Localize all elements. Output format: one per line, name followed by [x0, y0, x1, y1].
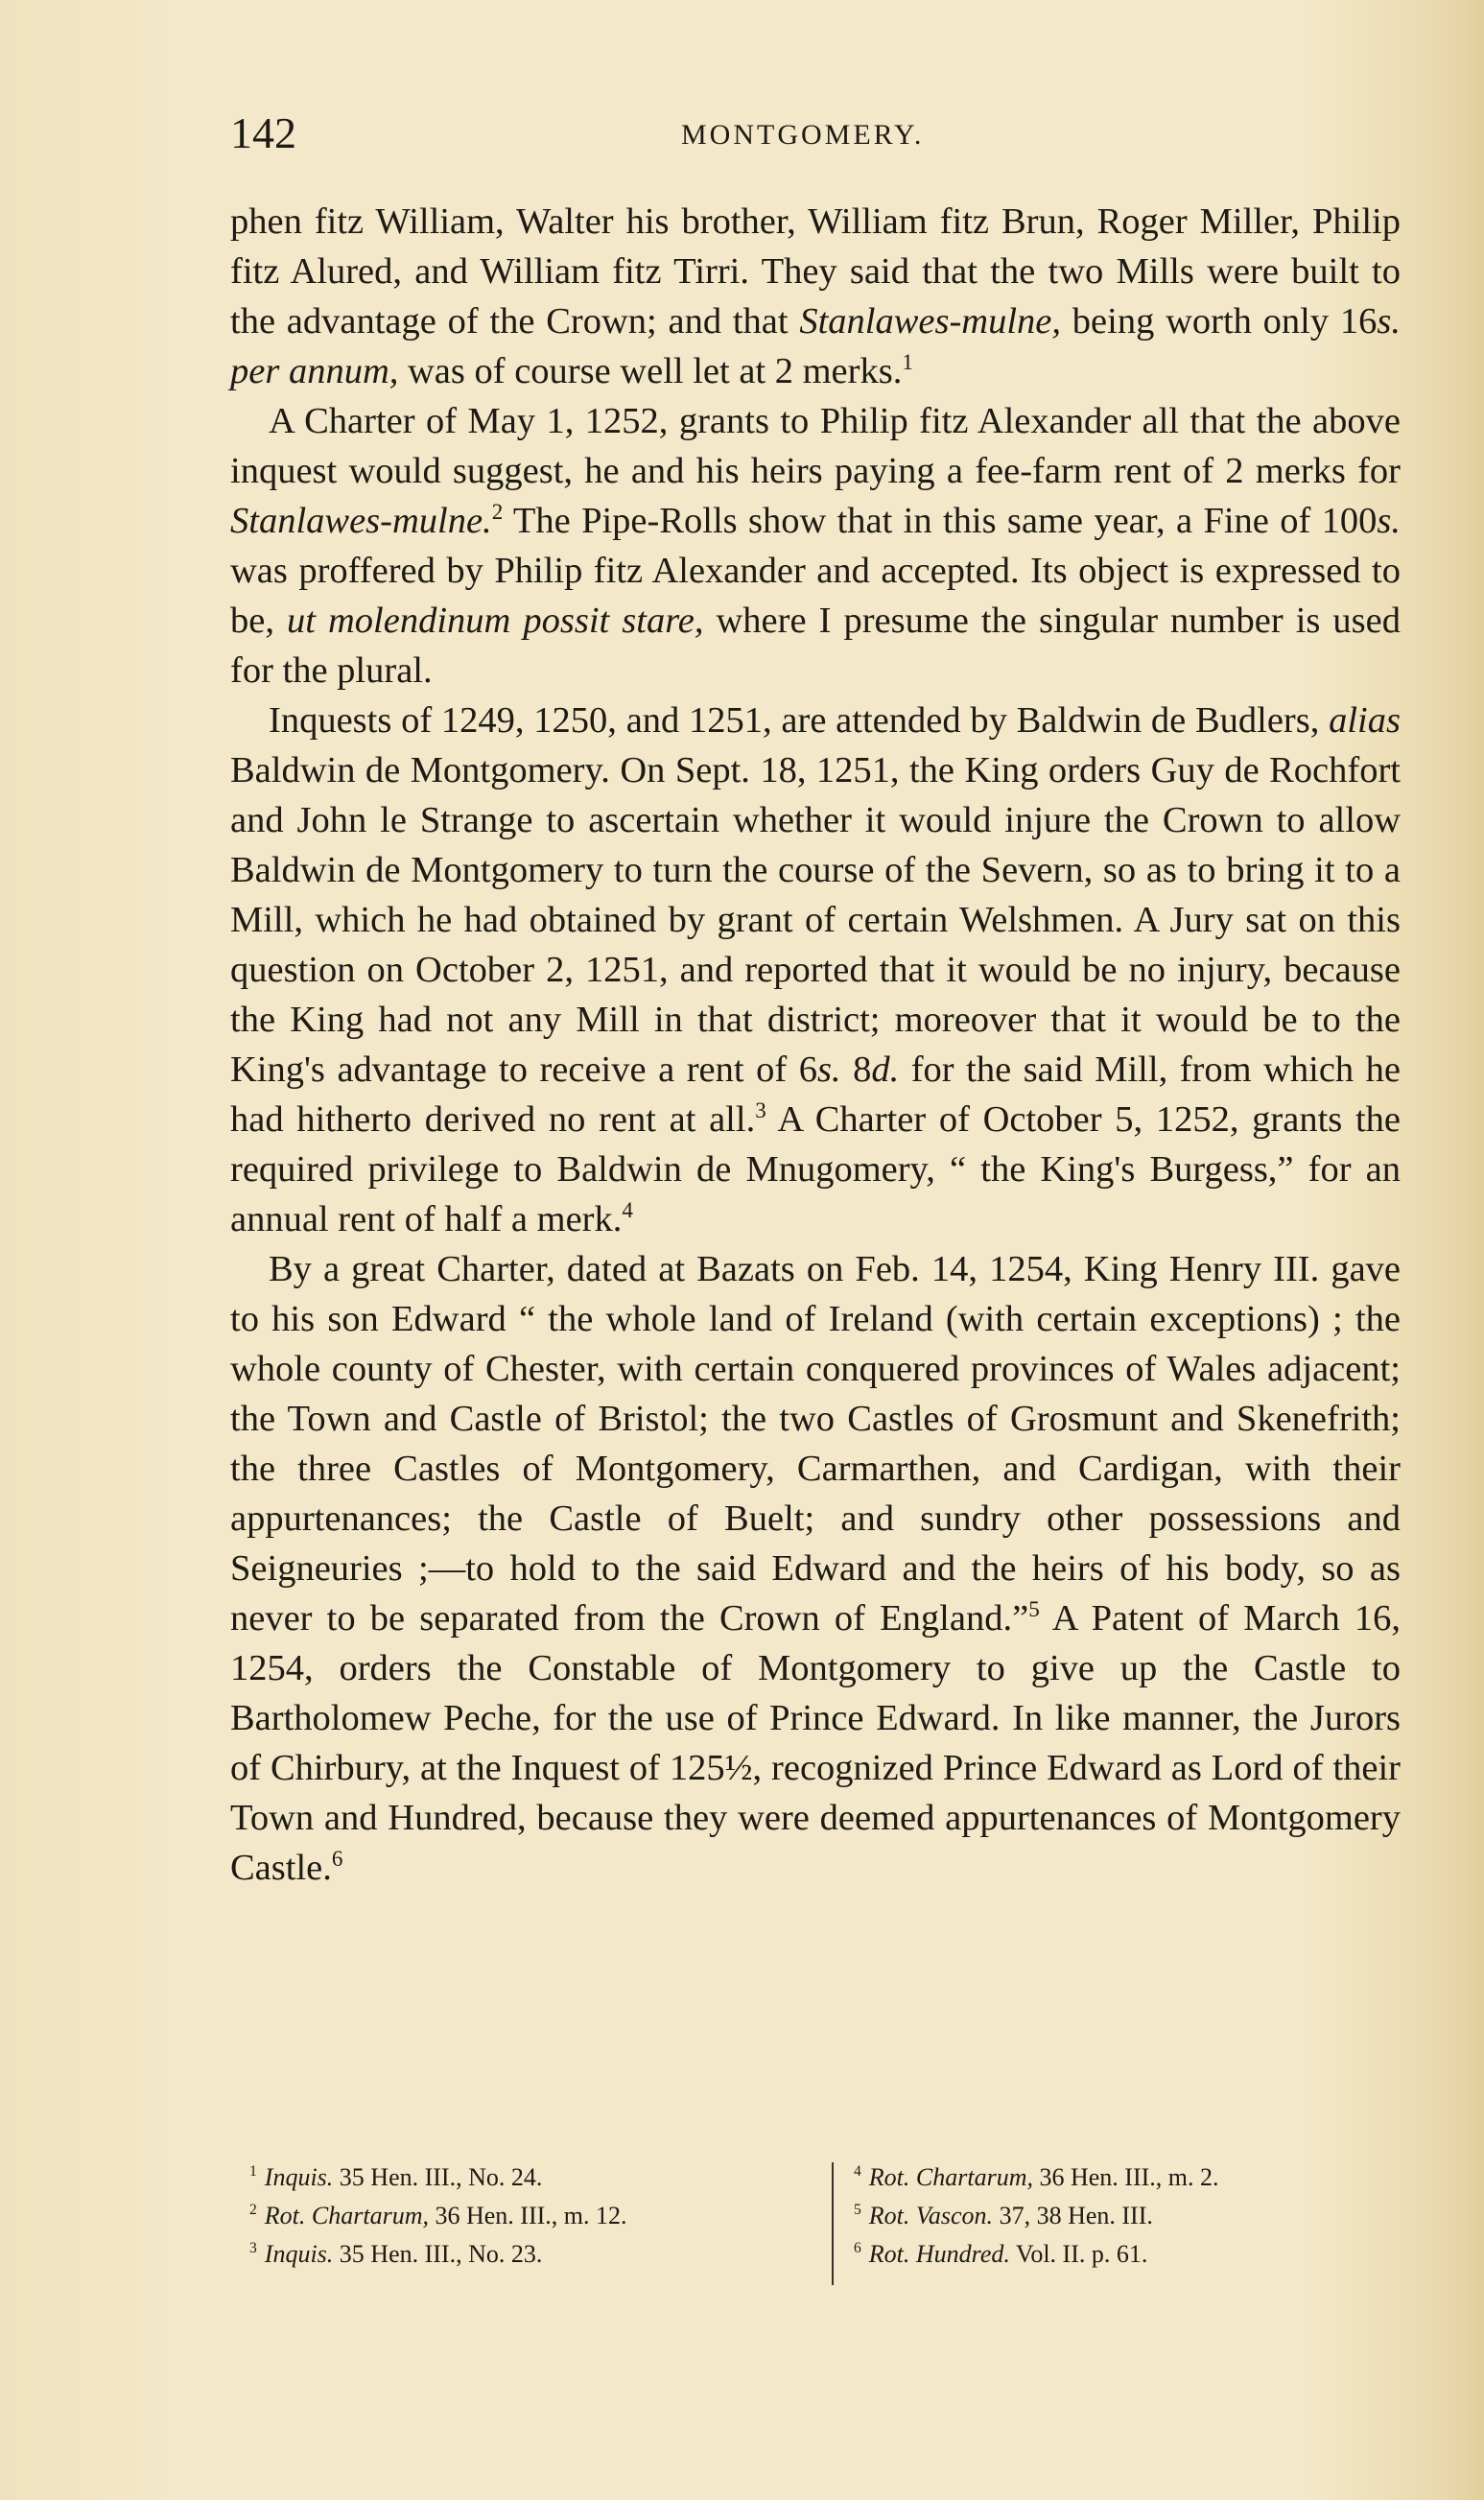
footnote: $^6$ Rot. Hundred. Vol. II. p. 61.: [854, 2240, 1148, 2268]
footnote-ref[interactable]: 4: [622, 1197, 633, 1223]
footnotes-right-column: [854, 2158, 1410, 2274]
paragraph: phen fitz William, Walter his brother, William fitz Brun, Roger Miller, Philip fitz Alured, and William fitz Tirri. They said that the two Mills were built to the advantage of the Crown; and that Stanlawes-mulne, being worth only 16s. per annum, was of course well let at 2 merks.$^1$: [230, 201, 1401, 391]
footnotes: [230, 2158, 1401, 2302]
footnote: $^1$ Inquis. 35 Hen. III., No. 24.: [249, 2163, 543, 2191]
footnote-ref[interactable]: 1: [902, 349, 913, 375]
footnote: $^2$ Rot. Chartarum, 36 Hen. III., m. 12.: [249, 2202, 627, 2229]
body-text: [230, 197, 1401, 1893]
paragraph: A Charter of May 1, 1252, grants to Philip fitz Alexander all that the above inquest would suggest, he and his heirs paying a fee-farm rent of 2 merks for Stanlawes-mulne.$^2$ The Pipe-Rolls show that in this same year, a Fine of 100s. was proffered by Philip fitz Alexander and accepted. Its object is expressed to be, ut molendinum possit stare, where I presume the singular number is used for the plural.: [230, 401, 1401, 691]
page-header: [230, 107, 1401, 165]
page-number: 142: [230, 108, 296, 157]
footnote-ref[interactable]: 6: [331, 1846, 343, 1872]
footnotes-left-column: [249, 2158, 806, 2274]
footnote-ref[interactable]: 5: [1028, 1596, 1040, 1622]
footnote-ref[interactable]: 3: [755, 1097, 766, 1123]
paragraph: By a great Charter, dated at Bazats on Feb. 14, 1254, King Henry III. gave to his son Edward “ the whole land of Ireland (with certain exceptions) ; the whole county of Chester, with certain conquered provinces of Wales adjacent; the Town and Castle of Bristol; the two Castles of Grosmunt and Skenefrith; the three Castles of Montgomery, Carmarthen, and Cardigan, with their appurtenances; the Castle of Buelt; and sundry other possessions and Seigneuries ;—to hold to the said Edward and the heirs of his body, so as never to be separated from the Crown of England.”$^5$ A Patent of March 16, 1254, orders the Constable of Montgomery to give up the Castle to Bartholomew Peche, for the use of Prince Edward. In like manner, the Jurors of Chirbury, at the Inquest of 125½, recognized Prince Edward as Lord of their Town and Hundred, because they were deemed appurtenances of Montgomery Castle.$^6$: [230, 1249, 1401, 1888]
footnote: $^4$ Rot. Chartarum, 36 Hen. III., m. 2.: [854, 2163, 1219, 2191]
footnote-divider: [832, 2162, 834, 2285]
paragraph: Inquests of 1249, 1250, and 1251, are attended by Baldwin de Budlers, alias Baldwin de Montgomery. On Sept. 18, 1251, the King orders Guy de Rochfort and John le Strange to ascertain whether it would injure the Crown to allow Baldwin de Montgomery to turn the course of the Severn, so as to bring it to a Mill, which he had obtained by grant of certain Welshmen. A Jury sat on this question on October 2, 1251, and reported that it would be no injury, because the King had not any Mill in that district; moreover that it would be to the King's advantage to receive a rent of 6s. 8d. for the said Mill, from which he had hitherto derived no rent at all.$^3$ A Charter of October 5, 1252, grants the required privilege to Baldwin de Mnugomery, “ the King's Burgess,” for an annual rent of half a merk.$^4$: [230, 700, 1402, 1239]
footnote: $^3$ Inquis. 35 Hen. III., No. 23.: [249, 2240, 543, 2268]
footnote: $^5$ Rot. Vascon. 37, 38 Hen. III.: [854, 2202, 1153, 2229]
footnote-ref[interactable]: 2: [491, 499, 504, 525]
running-title: MONTGOMERY.: [681, 119, 925, 151]
